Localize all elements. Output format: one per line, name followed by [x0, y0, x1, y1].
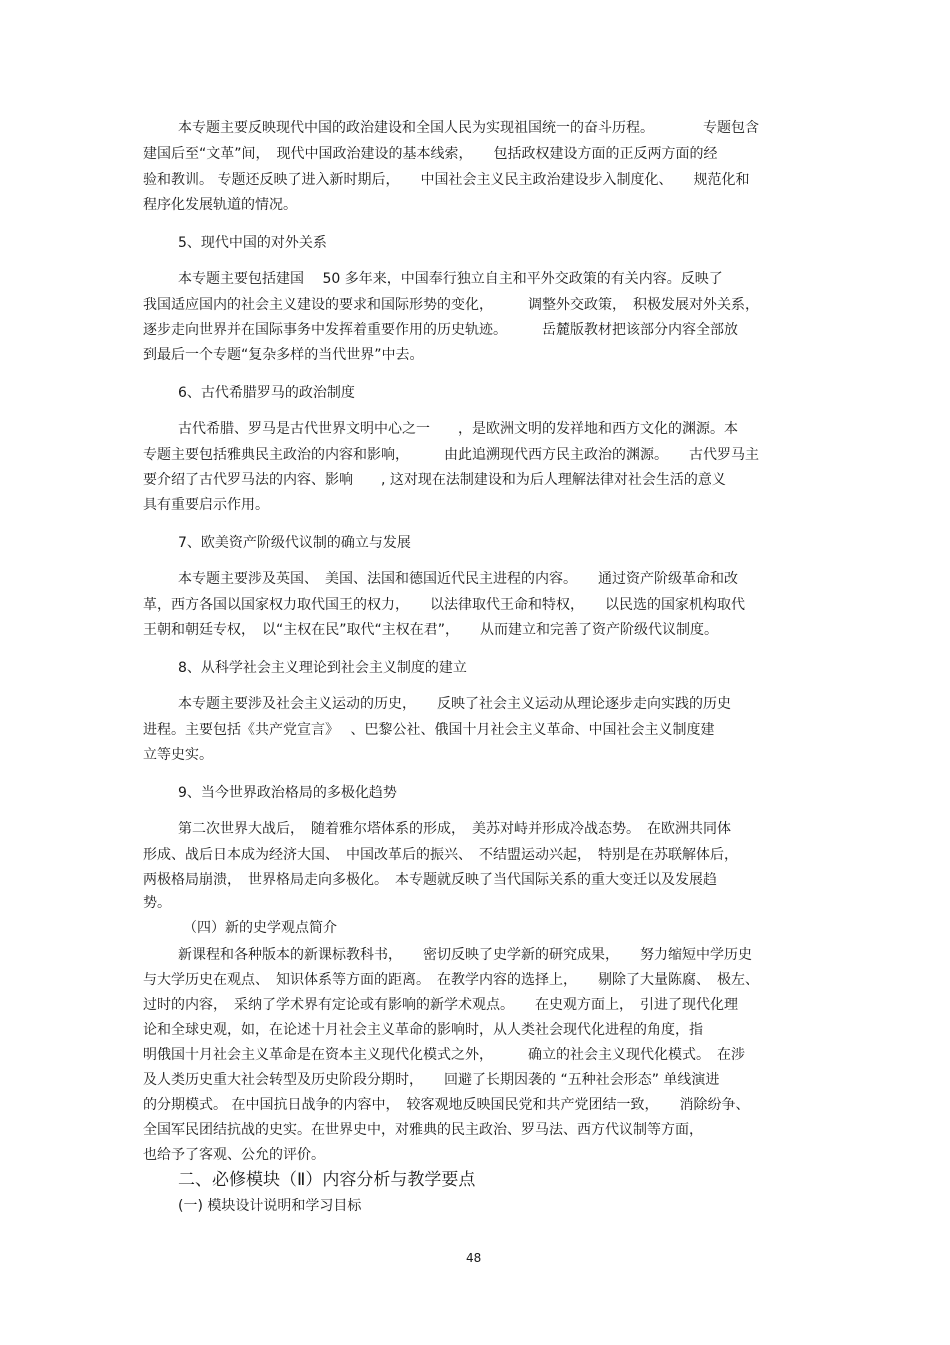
paragraph-line: 过时的内容， 采纳了学术界有定论或有影响的新学术观点。 在史观方面上， 引进了现代化理 [143, 997, 738, 1013]
paragraph-line: 到最后一个专题“复杂多样的当代世界”中去。 [143, 347, 424, 363]
paragraph-line: 明俄国十月社会主义革命是在资本主义现代化模式之外， 确立的社会主义现代化模式。 在涉 [143, 1047, 745, 1063]
section-heading: 8、从科学社会主义理论到社会主义制度的建立 [178, 660, 467, 676]
paragraph-line: 的分期模式。 在中国抗日战争的内容中， 较客观地反映国民党和共产党团结一致， 消除纷争、 [143, 1097, 750, 1113]
paragraph-line: 我国适应国内的社会主义建设的要求和国际形势的变化， 调整外交政策， 积极发展对外关系， [143, 297, 759, 313]
paragraph-line: 革，西方各国以国家权力取代国王的权力， 以法律取代王命和特权， 以民选的国家机构取代 [143, 597, 745, 613]
paragraph-line: 建国后至“文革”间， 现代中国政治建设的基本线索， 包括政权建设方面的正反两方面的经 [143, 146, 718, 162]
paragraph-line: 王朝和朝廷专权， 以“主权在民”取代“主权在君”， 从而建立和完善了资产阶级代议制度。 [143, 622, 719, 638]
paragraph-line: 与大学历史在观点、 知识体系等方面的距离。 在教学内容的选择上， 剔除了大量陈腐、 极左、 [143, 972, 759, 988]
paragraph-line: 两极格局崩溃， 世界格局走向多极化。 本专题就反映了当代国际关系的重大变迁以及发展趋 [143, 872, 717, 888]
paragraph-line: 势。 [143, 895, 171, 911]
paragraph-line: 进程。主要包括《共产党宣言》 、巴黎公社、俄国十月社会主义革命、中国社会主义制度建 [143, 722, 715, 738]
section-heading: 6、古代希腊罗马的政治制度 [178, 385, 355, 401]
paragraph-line: 要介绍了古代罗马法的内容、影响 , 这对现在法制建设和为后人理解法律对社会生活的意义 [143, 472, 726, 488]
paragraph-line: 程序化发展轨道的情况。 [143, 197, 297, 213]
paragraph-line: 立等史实。 [143, 747, 213, 763]
subsection-heading: (一) 模块设计说明和学习目标 [178, 1198, 362, 1214]
paragraph-line: 第二次世界大战后， 随着雅尔塔体系的形成， 美苏对峙并形成冷战态势。 在欧洲共同体 [178, 821, 731, 837]
section-heading: 7、欧美资产阶级代议制的确立与发展 [178, 535, 411, 551]
paragraph-line: 专题主要包括雅典民主政治的内容和影响， 由此追溯现代西方民主政治的渊源。 古代罗马主 [143, 447, 759, 463]
paragraph-line: 全国军民团结抗战的史实。在世界史中，对雅典的民主政治、罗马法、西方代议制等方面， [143, 1122, 703, 1138]
paragraph-line: 验和教训。 专题还反映了进入新时期后， 中国社会主义民主政治建设步入制度化、 规范化和 [143, 172, 750, 188]
paragraph-line: 新课程和各种版本的新课标教科书， 密切反映了史学新的研究成果， 努力缩短中学历史 [178, 947, 752, 963]
paragraph-line: 本专题主要涉及社会主义运动的历史， 反映了社会主义运动从理论逐步走向实践的历史 [178, 696, 731, 712]
paragraph-line: 本专题主要包括建国 50 多年来，中国奉行独立自主和平外交政策的有关内容。反映了 [178, 271, 723, 287]
paragraph-line: 也给予了客观、公允的评价。 [143, 1147, 325, 1163]
paragraph-line: 形成、战后日本成为经济大国、 中国改革后的振兴、 不结盟运动兴起， 特别是在苏联解体后， [143, 847, 738, 863]
chapter-heading: 二、必修模块（Ⅱ）内容分析与教学要点 [178, 1170, 476, 1190]
page-number: 48 [466, 1251, 482, 1265]
paragraph-line: 本专题主要涉及英国、 美国、法国和德国近代民主进程的内容。 通过资产阶级革命和改 [178, 571, 738, 587]
section-heading: 9、当今世界政治格局的多极化趋势 [178, 785, 397, 801]
section-heading: 5、现代中国的对外关系 [178, 235, 327, 251]
paragraph-line: 本专题主要反映现代中国的政治建设和全国人民为实现祖国统一的奋斗历程。 专题包含 [178, 120, 759, 136]
paragraph-line: 论和全球史观，如，在论述十月社会主义革命的影响时，从人类社会现代化进程的角度，指 [143, 1022, 703, 1038]
paragraph-line: 及人类历史重大社会转型及历史阶段分期时， 回避了长期因袭的 “五种社会形态” 单线演进 [143, 1072, 720, 1088]
subsection-heading: （四）新的史学观点简介 [183, 920, 337, 936]
paragraph-line: 逐步走向世界并在国际事务中发挥着重要作用的历史轨迹。 岳麓版教材把该部分内容全部放 [143, 322, 738, 338]
paragraph-line: 具有重要启示作用。 [143, 497, 269, 513]
paragraph-line: 古代希腊、罗马是古代世界文明中心之一 ，是欧洲文明的发祥地和西方文化的渊源。本 [178, 421, 738, 437]
